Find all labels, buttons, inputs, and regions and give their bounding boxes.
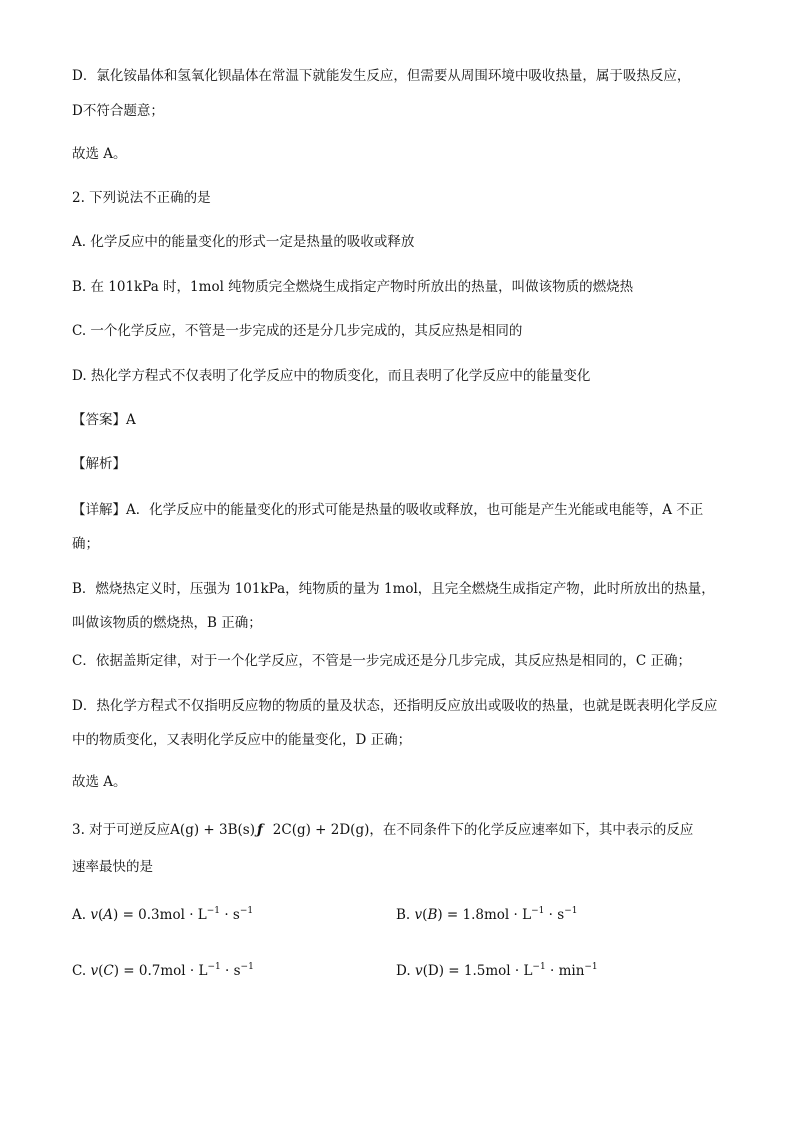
q3-suffix: ，在不同条件下的化学反应速率如下，其中表示的反应 (369, 822, 694, 838)
q3-option-d: D. $v(D) = 1.5mol \cdot L^{-1} \cdot \min^{-1}$ (396, 962, 598, 979)
prev-option-d-line1: D．氯化铵晶体和氢氧化钡晶体在常温下就能发生反应，但需要从周围环境中吸收热量，属于吸热反应， (72, 68, 691, 84)
prev-choose: 故选 A。 (72, 146, 127, 162)
q3-option-c: C. $v(C) = 0.7mol \cdot L^{-1} \cdot s^{-1}$ (72, 962, 254, 979)
q2-detail-b: B．燃烧热定义时，压强为 101kPa，纯物质的量为 1mol，且完全燃烧生成指定产物，此时所放出的热量，叫做该物质的燃烧热，B 正确； (72, 581, 715, 631)
q3-stem-line2: 速率最快的是 (72, 859, 153, 875)
q3-option-a: A. $v(A) = 0.3mol \cdot L^{-1} \cdot s^{-1}$ (72, 906, 254, 923)
q2-option-b: B. 在 101kPa 时，1mol 纯物质完全燃烧生成指定产物时所放出的热量，叫做该物质的燃烧热 (72, 279, 634, 295)
q3-stem-line1 (72, 820, 693, 840)
q3-prefix: 3. 对于可逆反应 (72, 822, 171, 838)
prev-option-d-line2: D不符合题意； (72, 103, 164, 119)
reversible-arrow-icon: ƒ (256, 822, 263, 838)
q2-detail-d: D．热化学方程式不仅指明反应物的物质的量及状态，还指明反应放出或吸收的热量，也就是既表明化学反应中的物质变化，又表明化学反应中的能量变化，D 正确； (72, 698, 718, 748)
q2-option-a: A. 化学反应中的能量变化的形式一定是热量的吸收或释放 (72, 234, 415, 250)
q3-reactants: A(g) + 3B(s) (170, 822, 255, 838)
q2-detail-a: 【详解】A．化学反应中的能量变化的形式可能是热量的吸收或释放，也可能是产生光能或电能等，A 不正确； (72, 502, 704, 552)
q3-products: 2C(g) + 2D(g) (272, 822, 370, 838)
q2-choose: 故选 A。 (72, 774, 127, 790)
q2-option-c: C. 一个化学反应，不管是一步完成的还是分几步完成的，其反应热是相同的 (72, 323, 523, 339)
q2-option-d: D. 热化学方程式不仅表明了化学反应中的物质变化，而且表明了化学反应中的能量变化 (72, 368, 591, 384)
q2-detail-c: C．依据盖斯定律，对于一个化学反应，不管是一步完成还是分几步完成，其反应热是相同的，C 正确； (72, 653, 691, 669)
q2-analysis-heading: 【解析】 (72, 456, 126, 472)
q3-option-b: B. $v(B) = 1.8mol \cdot L^{-1} \cdot s^{-1}$ (396, 906, 578, 923)
q2-answer: 【答案】A (72, 412, 136, 428)
q2-stem: 2. 下列说法不正确的是 (72, 190, 211, 206)
